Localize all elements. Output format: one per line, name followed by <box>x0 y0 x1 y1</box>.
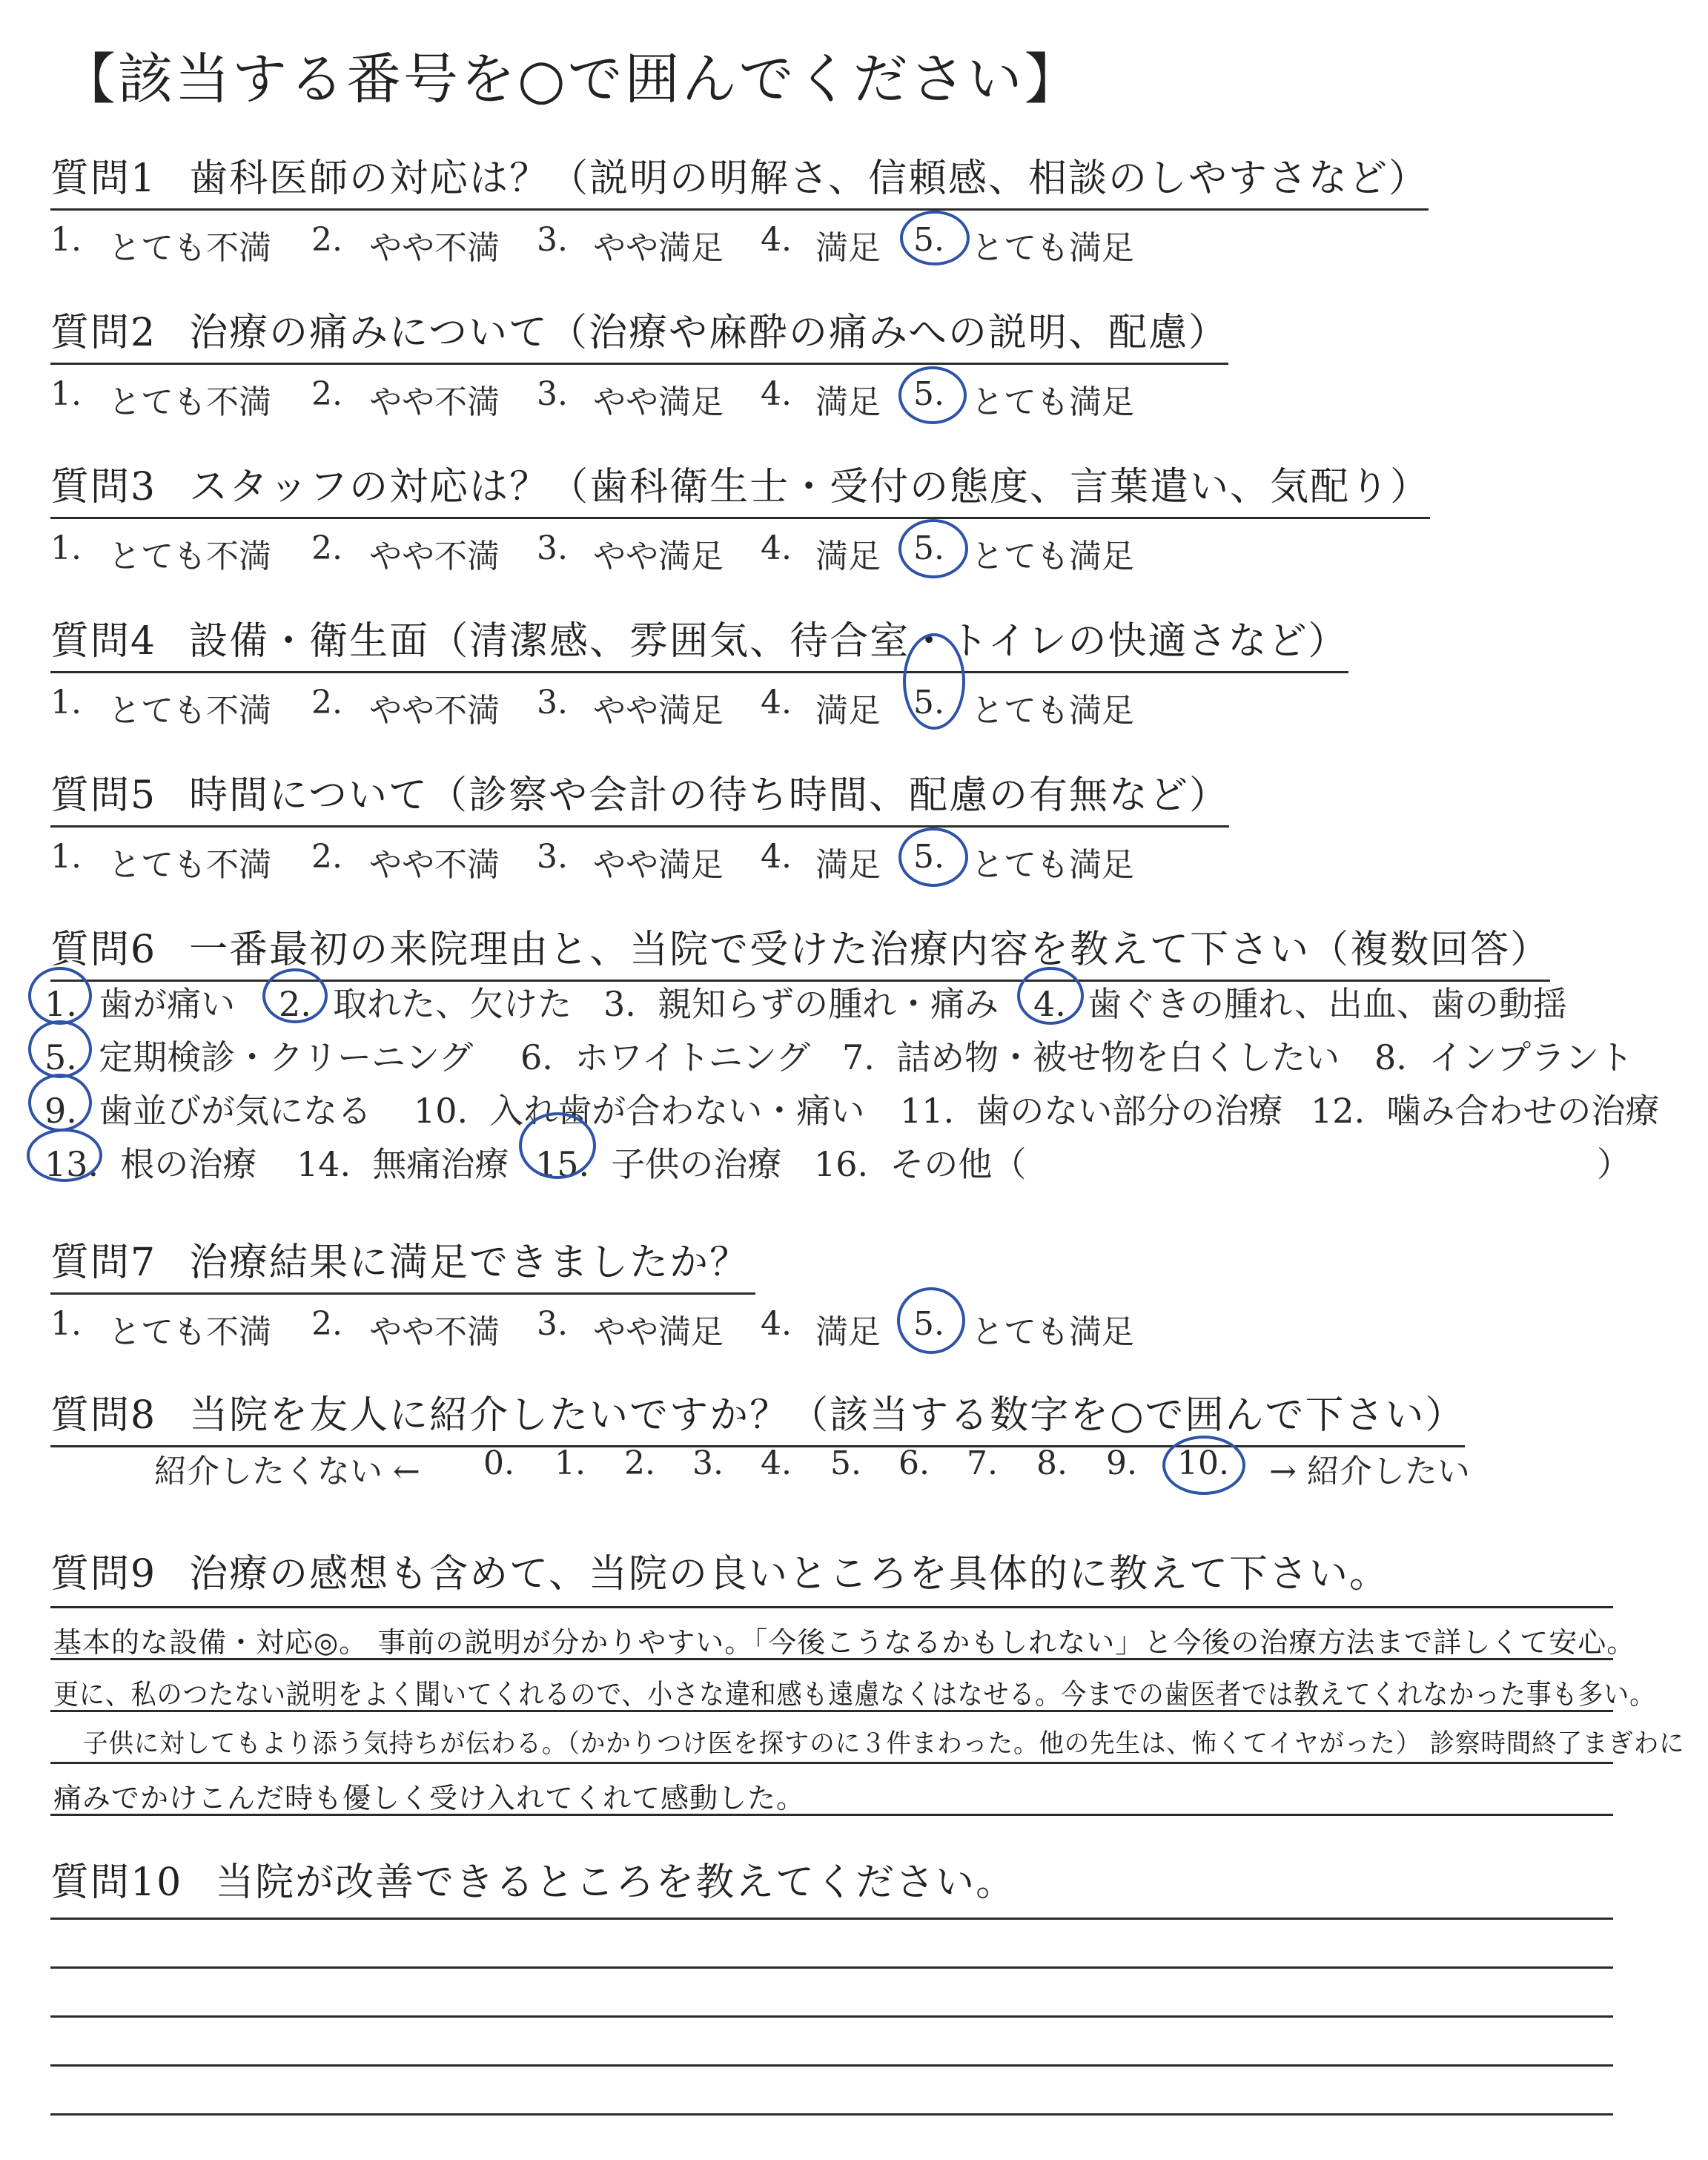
option-number[interactable]: 5. <box>913 838 944 876</box>
answer-rule[interactable] <box>50 1918 1613 1920</box>
option-number[interactable]: 5. <box>913 529 944 567</box>
option-label[interactable]: やや満足 <box>593 692 724 730</box>
reason-item-14[interactable]: 14. 無痛治療 <box>297 1144 509 1184</box>
reason-item-1[interactable]: 1. 歯が痛い <box>44 984 236 1024</box>
question-text: 設備・衛生面（清潔感、雰囲気、待合室・トイレの快適さなど） <box>189 619 1348 664</box>
option-label[interactable]: 満足 <box>815 692 881 730</box>
option-label[interactable]: とても満足 <box>971 383 1134 421</box>
option-label[interactable]: とても満足 <box>971 229 1134 267</box>
option-label[interactable]: やや不満 <box>369 692 500 730</box>
option-label[interactable]: とても満足 <box>971 692 1134 730</box>
option-number[interactable]: 3. <box>537 1305 568 1343</box>
option-number[interactable]: 4. <box>761 221 792 259</box>
satisfaction-options <box>50 372 1681 424</box>
reason-item-6[interactable]: 6. ホワイトニング <box>520 1037 811 1077</box>
question-10 <box>50 1851 1681 1912</box>
question-6 <box>50 918 1681 982</box>
option-label[interactable]: とても満足 <box>971 846 1134 884</box>
question-text: 歯科医師の対応は？（説明の明解さ、信頼感、相談のしやすさなど） <box>189 156 1429 201</box>
question-7 <box>50 1231 1681 1354</box>
option-number[interactable]: 2. <box>311 1305 342 1343</box>
option-label[interactable]: 満足 <box>815 1313 881 1351</box>
option-label[interactable]: とても満足 <box>971 1313 1134 1351</box>
question-number: 質問1 <box>50 156 157 201</box>
question-title <box>50 147 1429 211</box>
answer-rule <box>50 1710 1613 1712</box>
question-number: 質問5 <box>50 773 157 818</box>
question-title <box>50 1851 1016 1912</box>
scale-option-5[interactable]: 5. <box>830 1444 861 1482</box>
reason-item-3[interactable]: 3. 親知らずの腫れ・痛み <box>603 984 999 1024</box>
scale-right-label: → 紹介したい <box>1269 1453 1470 1490</box>
question-number: 質問3 <box>50 465 157 509</box>
satisfaction-options <box>50 835 1681 887</box>
option-number[interactable]: 1. <box>50 684 82 721</box>
option-label[interactable]: とても満足 <box>971 538 1134 575</box>
question-2 <box>50 301 1681 424</box>
option-number[interactable]: 5. <box>913 375 944 413</box>
reason-item-7[interactable]: 7. 詰め物・被せ物を白くしたい <box>842 1037 1340 1077</box>
option-number[interactable]: 1. <box>50 1305 82 1343</box>
option-label[interactable]: やや不満 <box>369 1313 500 1351</box>
option-label[interactable]: とても不満 <box>108 846 271 884</box>
option-number[interactable]: 1. <box>50 221 82 259</box>
option-label[interactable]: やや満足 <box>593 229 724 267</box>
scale-option-7[interactable]: 7. <box>967 1444 998 1482</box>
question-number: 質問10 <box>50 1860 183 1905</box>
option-label[interactable]: 満足 <box>815 229 881 267</box>
scale-option-6[interactable]: 6. <box>898 1444 930 1482</box>
answer-rule <box>50 1606 1613 1608</box>
option-number[interactable]: 3. <box>537 838 568 876</box>
option-label[interactable]: やや満足 <box>593 383 724 421</box>
option-number[interactable]: 1. <box>50 838 82 876</box>
question-text: 治療の痛みについて（治療や麻酔の痛みへの説明、配慮） <box>189 311 1229 355</box>
option-number[interactable]: 1. <box>50 529 82 567</box>
question-number: 質問8 <box>50 1393 157 1438</box>
option-label[interactable]: やや満足 <box>593 846 724 884</box>
reason-item-10[interactable]: 10. 入れ歯が合わない・痛い <box>414 1091 865 1131</box>
option-number[interactable]: 2. <box>311 529 342 567</box>
question-5 <box>50 764 1681 887</box>
scale-option-8[interactable]: 8. <box>1036 1444 1068 1482</box>
scale-left-label: 紹介したくない ← <box>154 1453 420 1490</box>
question-number: 質問7 <box>50 1241 157 1285</box>
question-number: 質問9 <box>50 1552 157 1596</box>
reason-item-8[interactable]: 8. インプラント <box>1374 1037 1634 1077</box>
option-number[interactable]: 2. <box>311 375 342 413</box>
option-label[interactable]: やや不満 <box>369 846 500 884</box>
answer-rule[interactable] <box>50 2113 1613 2116</box>
option-label[interactable]: とても不満 <box>108 383 271 421</box>
reason-item-9[interactable]: 9. 歯並びが気になる <box>44 1091 372 1131</box>
scale-option-0[interactable]: 0. <box>483 1444 514 1482</box>
option-label[interactable]: 満足 <box>815 383 881 421</box>
question-3 <box>50 455 1681 578</box>
question-text: 時間について（診察や会計の待ち時間、配慮の有無など） <box>189 773 1230 818</box>
handwritten-answer-line[interactable]: 更に、私のつたない説明をよく聞いてくれるので、小さな違和感も遠慮なくはなせる。今までの歯医者では教えてくれなかった事も多い。 <box>53 1678 1656 1711</box>
satisfaction-options <box>50 681 1681 733</box>
option-number[interactable]: 3. <box>537 221 568 259</box>
option-number[interactable]: 2. <box>311 684 342 721</box>
option-label[interactable]: やや満足 <box>593 1313 724 1351</box>
option-number[interactable]: 3. <box>537 375 568 413</box>
reason-row-2 <box>34 1031 1665 1075</box>
option-label[interactable]: とても不満 <box>108 538 271 575</box>
answer-rule <box>50 1658 1613 1660</box>
option-label[interactable]: 満足 <box>815 538 881 575</box>
question-text: 当院を友人に紹介したいですか？（該当する数字を○で囲んで下さい） <box>189 1393 1466 1438</box>
question-9 <box>50 1542 1681 1604</box>
handwritten-answer-line[interactable]: 基本的な設備・対応◎。 事前の説明が分かりやすい。「今後こうなるかもしれない」と今後の治療方法まで詳しくて安心。 <box>53 1626 1636 1659</box>
option-number[interactable]: 3. <box>537 684 568 721</box>
option-label[interactable]: やや不満 <box>369 538 500 575</box>
option-number[interactable]: 4. <box>761 529 792 567</box>
question-title <box>50 1542 1389 1604</box>
question-title <box>50 1384 1465 1447</box>
reason-item-2[interactable]: 2. 取れた、欠けた <box>279 984 572 1024</box>
scale-option-9[interactable]: 9. <box>1106 1444 1137 1482</box>
question-title <box>50 764 1229 828</box>
scale-option-1[interactable]: 1. <box>555 1444 586 1482</box>
other-close-paren: ） <box>1597 1144 1631 1184</box>
question-text: 当院が改善できるところを教えてください。 <box>215 1860 1016 1905</box>
option-number[interactable]: 1. <box>50 375 82 413</box>
question-title <box>50 301 1228 365</box>
scale-option-10[interactable]: 10. <box>1177 1444 1229 1482</box>
recommend-scale <box>154 1444 1563 1489</box>
answer-rule <box>50 1762 1613 1764</box>
reason-item-15[interactable]: 15. 子供の治療 <box>535 1144 782 1184</box>
reason-item-12[interactable]: 12. 噛み合わせの治療 <box>1311 1091 1660 1131</box>
question-number: 質問6 <box>50 928 157 972</box>
option-label[interactable]: やや不満 <box>369 383 500 421</box>
question-title <box>50 610 1348 673</box>
reason-item-4[interactable]: 4. 歯ぐきの腫れ、出血、歯の動揺 <box>1033 984 1567 1024</box>
option-number[interactable]: 5. <box>913 684 944 721</box>
reason-item-13[interactable]: 13. 根の治療 <box>44 1144 257 1184</box>
reason-item-11[interactable]: 11. 歯のない部分の治療 <box>900 1091 1283 1131</box>
scale-option-2[interactable]: 2. <box>624 1444 655 1482</box>
option-number[interactable]: 5. <box>913 1305 944 1343</box>
question-title <box>50 918 1550 982</box>
option-number[interactable]: 4. <box>761 375 792 413</box>
option-number[interactable]: 2. <box>311 221 342 259</box>
option-number[interactable]: 2. <box>311 838 342 876</box>
answer-rule <box>50 1814 1613 1816</box>
option-number[interactable]: 3. <box>537 529 568 567</box>
satisfaction-options <box>50 1302 1681 1354</box>
question-title <box>50 455 1430 519</box>
reason-row-3 <box>34 1084 1665 1129</box>
answer-rule[interactable] <box>50 2064 1613 2067</box>
question-8 <box>50 1384 1681 1447</box>
question-4 <box>50 610 1681 733</box>
question-text: 治療の感想も含めて、当院の良いところを具体的に教えて下さい。 <box>189 1552 1390 1596</box>
reason-item-16[interactable]: 16. その他（ <box>814 1144 1027 1184</box>
option-number[interactable]: 4. <box>761 838 792 876</box>
option-label[interactable]: 満足 <box>815 846 881 884</box>
question-text: 一番最初の来院理由と、当院で受けた治療内容を教えて下さい（複数回答） <box>189 928 1551 972</box>
satisfaction-options <box>50 218 1681 270</box>
scale-option-4[interactable]: 4. <box>761 1444 792 1482</box>
question-1 <box>50 147 1681 270</box>
option-label[interactable]: とても不満 <box>108 229 271 267</box>
page-title: 【該当する番号を○で囲んでください】 <box>61 47 1082 111</box>
question-number: 質問2 <box>50 311 157 355</box>
option-label[interactable]: やや不満 <box>369 229 500 267</box>
answer-rule[interactable] <box>50 2015 1613 2018</box>
satisfaction-options <box>50 526 1681 578</box>
option-label[interactable]: とても不満 <box>108 1313 271 1351</box>
scale-option-3[interactable]: 3. <box>692 1444 724 1482</box>
question-text: 治療結果に満足できましたか？ <box>189 1241 750 1285</box>
question-text: スタッフの対応は？（歯科衛生士・受付の態度、言葉遣い、気配り） <box>189 465 1431 509</box>
answer-rule[interactable] <box>50 1966 1613 1969</box>
reason-row-4 <box>34 1137 1665 1182</box>
reason-item-5[interactable]: 5. 定期検診・クリーニング <box>44 1037 474 1077</box>
reason-row-1 <box>34 977 1665 1022</box>
question-title <box>50 1231 755 1295</box>
option-label[interactable]: やや満足 <box>593 538 724 575</box>
option-number[interactable]: 4. <box>761 684 792 721</box>
question-number: 質問4 <box>50 619 157 664</box>
handwritten-answer-line[interactable]: 子供に対してもより添う気持ちが伝わる。（かかりつけ医を探すのに３件まわった。他の先生は、怖くてイヤがった） 診察時間終了まぎわに <box>83 1729 1685 1759</box>
option-label[interactable]: とても不満 <box>108 692 271 730</box>
handwritten-answer-line[interactable]: 痛みでかけこんだ時も優しく受け入れてくれて感動した。 <box>53 1782 806 1814</box>
option-number[interactable]: 4. <box>761 1305 792 1343</box>
option-number[interactable]: 5. <box>913 221 944 259</box>
